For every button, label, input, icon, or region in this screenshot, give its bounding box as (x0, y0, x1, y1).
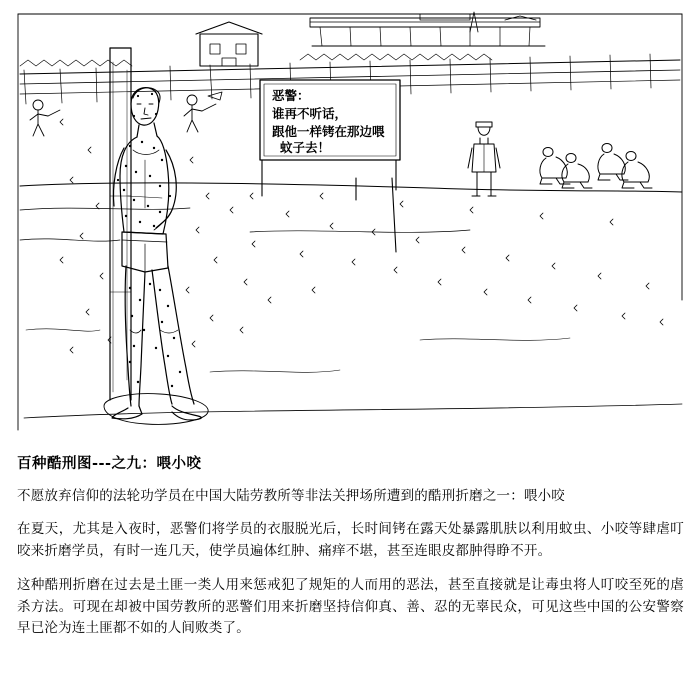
body-paragraph-1: 在夏天，尤其是入夜时，恶警们将学员的衣服脱光后，长时间铐在露天处暴露肌肤以利用蚊虫、小咬等肆虐叮咬来折磨学员，有时一连几天，使学员遍体红肿、痛痒不堪，甚至连眼皮都肿得睁不开。 (17, 520, 684, 559)
caption-area (0, 452, 700, 640)
sign-line-2: 跟他一样铐在那边喂 (272, 124, 385, 139)
sign-speaker-label: 恶警： (272, 88, 310, 103)
sign-line-1: 谁再不听话， (272, 106, 348, 121)
document-subtitle: 不愿放弃信仰的法轮功学员在中国大陆劳教所等非法关押场所遭到的酷刑折磨之一：喂小咬 (17, 488, 565, 504)
body-paragraph-2: 这种酷刑折磨在过去是土匪一类人用来惩戒犯了规矩的人而用的恶法，甚至直接就是让毒虫将人叮咬至死的虐杀方法。可现在却被中国劳教所的恶警们用来折磨坚持信仰真、善、忍的无辜民众，可见这些中国的公安警察早已沦为连土匪都不如的人间败类了。 (17, 576, 684, 637)
sign-line-3: 蚊子去！ (280, 140, 331, 155)
document-title: 百种酷刑图---之九：喂小咬 (17, 456, 202, 472)
